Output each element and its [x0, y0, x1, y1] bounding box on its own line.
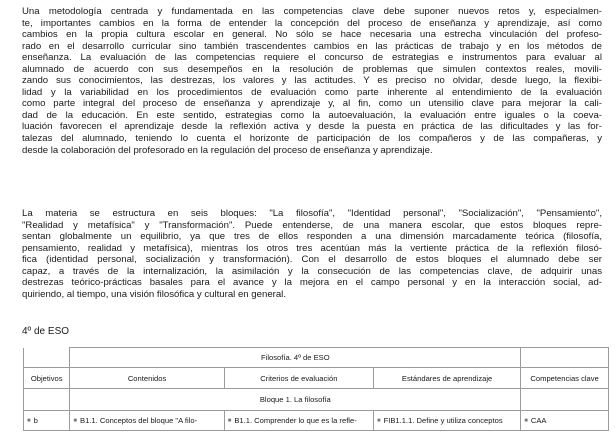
empty-cell [24, 389, 70, 411]
paragraph-blocks [22, 208, 602, 300]
table-title: Filosofía. 4º de ESO [70, 348, 521, 368]
table-row [24, 411, 609, 431]
cell-text: B1.1. Conceptos del bloque "A filo- [80, 416, 198, 425]
header-contenidos: Contenidos [70, 368, 224, 389]
empty-cell [521, 389, 609, 411]
cell-criterios [224, 411, 373, 431]
bullet-icon: ■ [376, 418, 381, 424]
text-line: desde la colaboración del profesorado en la regulación del proceso de enseñanza y aprendizaje. [22, 144, 433, 156]
cell-text: FIB1.1.1. Define y utiliza conceptos [383, 416, 503, 425]
text-line: rado en el desarrollo curricular sino también trascendentes cambios en las prácticas de trabajo y en los métodos de [22, 40, 602, 52]
table-header-row [24, 368, 609, 389]
text-line: Una metodología centrada y fundamentada en las competencias clave debe suponer nuevos retos y, especialmen- [22, 6, 602, 17]
header-objetivos: Objetivos [24, 368, 70, 389]
header-criterios: Criterios de evaluación [224, 368, 373, 389]
curriculum-table [23, 347, 609, 431]
text-line: "Realidad y metafísica" y "Transformación". Puede entenderse, de una manera escolar, que estos bloques repre- [22, 219, 602, 231]
text-line: dad de la educación. En este sentido, estrategias como la autoevaluación, la evaluación entre iguales o la coeva- [22, 109, 602, 121]
block-title: Bloque 1. La filosofía [70, 389, 521, 411]
block-row [24, 389, 609, 411]
text-line: te, importantes cambios en la forma de entender la concepción del proceso de enseñanza y aprendizaje, así como [22, 17, 602, 29]
header-estandares: Estándares de aprendizaje [373, 368, 520, 389]
bullet-icon: ■ [27, 418, 31, 424]
text-line: enseñanza. La evaluación de las competencias requiere el concurso de estrategias e instrumentos para evaluar al [22, 52, 602, 64]
cell-text: b [33, 416, 38, 425]
cell-text: B1.1. Comprender lo que es la refle- [234, 416, 357, 425]
text-line: fica (identidad personal, socialización y transformación). Con el desarrollo de estos bloques el alumnado debe ser [22, 254, 602, 266]
text-line: sentan globalmente un equilibrio, ya que tres de ellos responden a una dimensión marcadamente teórica (filosofía, [22, 231, 602, 243]
cell-estandares [373, 411, 520, 431]
section-title: 4º de ESO [22, 326, 70, 337]
cell-contenidos [70, 411, 224, 431]
text-line: pensamiento, realidad y metafísica), mientras los otros tres acentúan más la vertiente práctica de la reflexión filosó- [22, 242, 602, 254]
text-line: quiriendo, al tiempo, una visión filosófica y cultural en general. [22, 288, 286, 300]
text-line: como parte integral del proceso de enseñanza y aprendizaje y, al fin, como un utensilio clave para mejorar la cali- [22, 98, 602, 110]
bullet-icon: ■ [73, 418, 78, 424]
text-line: cambios en la propia cultura escolar en general. No sólo se hace necesaria una estrecha vinculación del profeso- [22, 29, 602, 41]
cell-text: CAA [530, 416, 547, 425]
text-line: zando sus conocimientos, las destrezas, los valores y las actitudes. Y es preciso no olvidar, desde luego, la flexibi- [22, 75, 602, 87]
cell-competencias [521, 411, 609, 431]
empty-cell [24, 348, 70, 368]
paragraph-methodology [22, 6, 602, 156]
cell-objetivos [24, 411, 70, 431]
bullet-icon: ■ [524, 418, 528, 424]
text-line: luación favorecen el aprendizaje desde la reflexión activa y desde la puesta en práctica de las dificultades y las for- [22, 121, 602, 133]
text-line: La materia se estructura en seis bloques: "La filosofía", "Identidad personal", "Socialización", "Pensamiento", [22, 208, 602, 219]
text-line: destrezas teórico-prácticas basales para el avance y la mejora en el campo personal y en la interacción social, ad- [22, 277, 602, 289]
text-line: capaz, a través de la internalización, la asimilación y la consecución de las competencias clave, de adquirir unas [22, 265, 602, 277]
table-title-row [24, 348, 609, 368]
text-line: lidad y la variabilidad en los procedimientos de evaluación como parte inherente al entendimiento de la evaluación [22, 86, 602, 98]
text-line: alumnado de acuerdo con sus desempeños en la resolución de problemas que simulen contextos reales, movili- [22, 63, 602, 75]
text-line: talezas del alumnado, teniendo lo cuenta el horizonte de participación de los compañeros y de las compañeras, y [22, 133, 602, 145]
header-competencias: Competencias clave [521, 368, 609, 389]
bullet-icon: ■ [227, 418, 232, 424]
empty-cell [521, 348, 609, 368]
